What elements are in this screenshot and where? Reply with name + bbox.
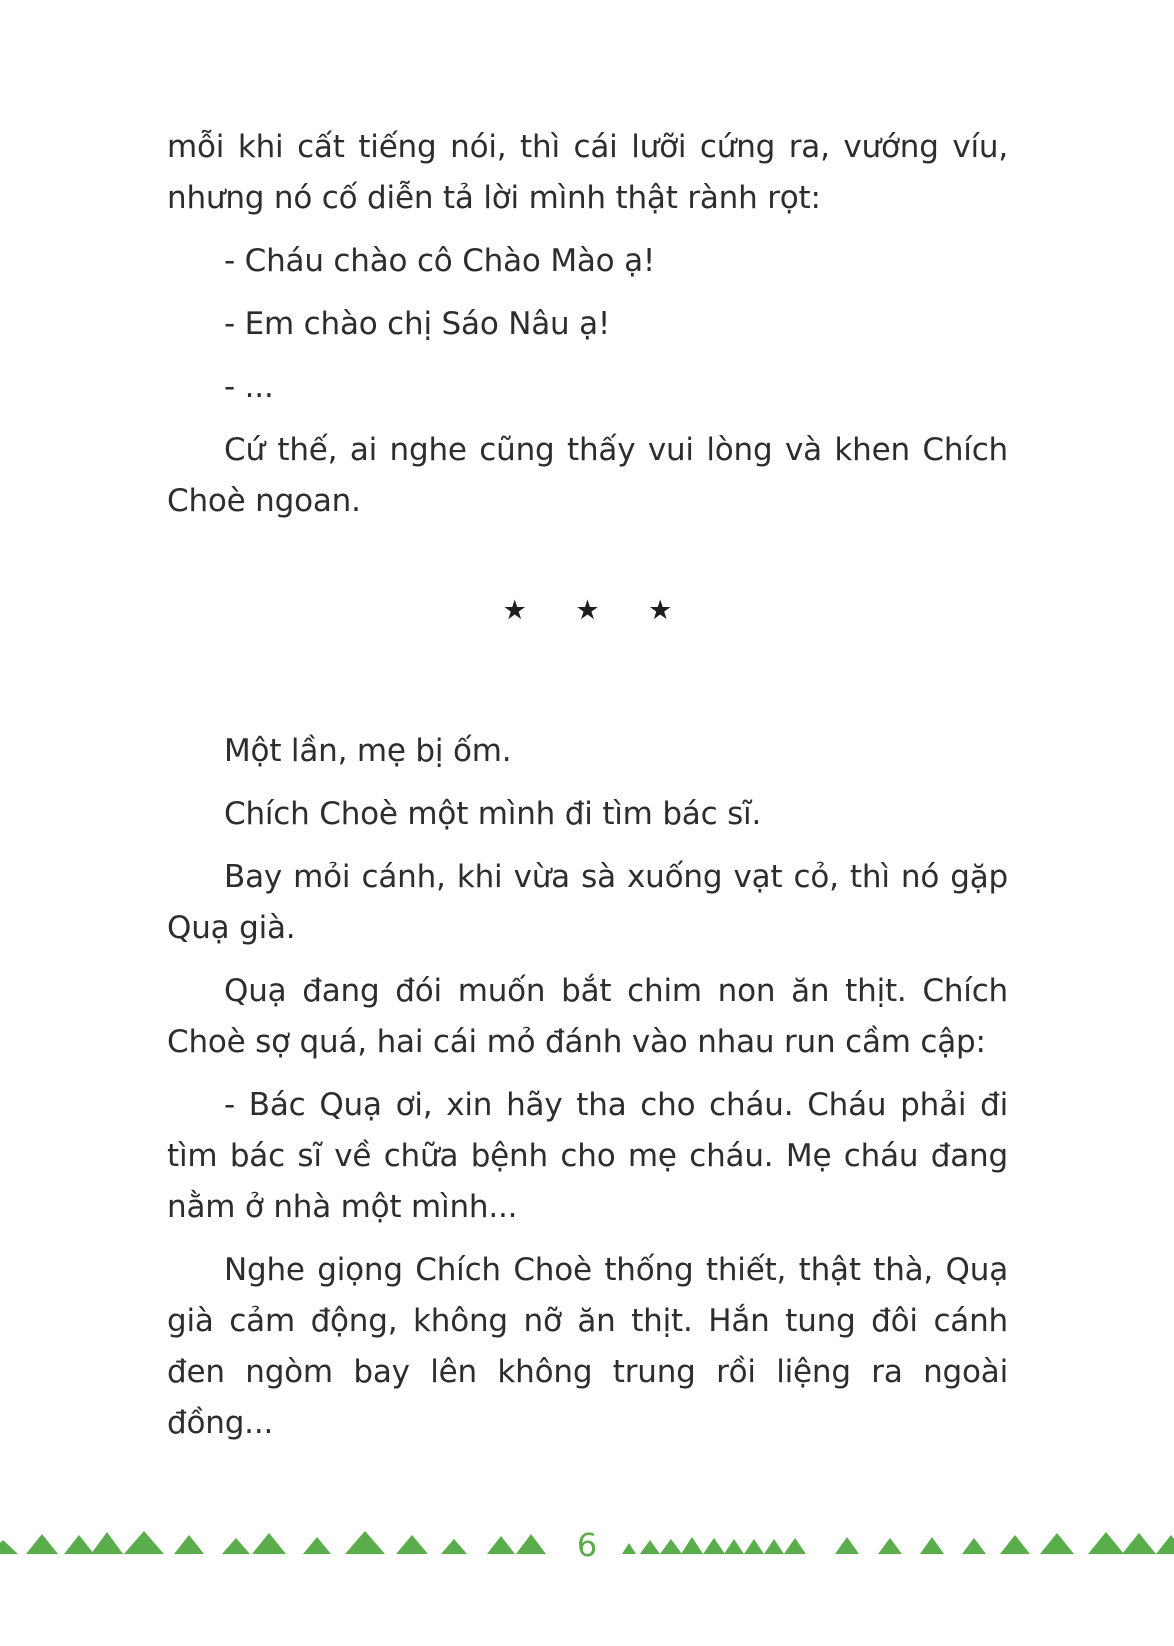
story-paragraph: - Em chào chị Sáo Nâu ạ!: [224, 306, 611, 342]
story-paragraph: Quạ đang đói muốn bắt chim non ăn thịt. Chích Choè sợ quá, hai cái mỏ đánh vào nhau run cầm cập:: [167, 973, 1008, 1060]
story-paragraph: Một lần, mẹ bị ốm.: [224, 733, 512, 769]
story-paragraph: Bay mỏi cánh, khi vừa sà xuống vạt cỏ, thì nó gặp Quạ già.: [167, 859, 1008, 946]
story-paragraph: - Bác Quạ ơi, xin hãy tha cho cháu. Cháu phải đi tìm bác sĩ về chữa bệnh cho mẹ cháu. Mẹ cháu đang nằm ở nhà một mình...: [167, 1087, 1008, 1225]
story-paragraph: mỗi khi cất tiếng nói, thì cái lưỡi cứng ra, vướng víu, nhưng nó cố diễn tả lời mình thật rành rọt:: [167, 129, 1008, 216]
story-paragraph: - ...: [224, 369, 274, 405]
story-paragraph: Cứ thế, ai nghe cũng thấy vui lòng và khen Chích Choè ngoan.: [167, 432, 1008, 519]
page-number: 6: [576, 1526, 598, 1564]
section-separator-stars: ★ ★ ★: [502, 595, 693, 626]
story-text-block: [167, 122, 1008, 1461]
story-paragraph: Nghe giọng Chích Choè thống thiết, thật thà, Quạ già cảm động, không nỡ ăn thịt. Hắn tung đôi cánh đen ngòm bay lên không trung rồi liệng ra ngoài đồng...: [167, 1252, 1008, 1441]
story-paragraph: - Cháu chào cô Chào Mào ạ!: [224, 243, 656, 279]
story-paragraph: Chích Choè một mình đi tìm bác sĩ.: [224, 796, 762, 832]
